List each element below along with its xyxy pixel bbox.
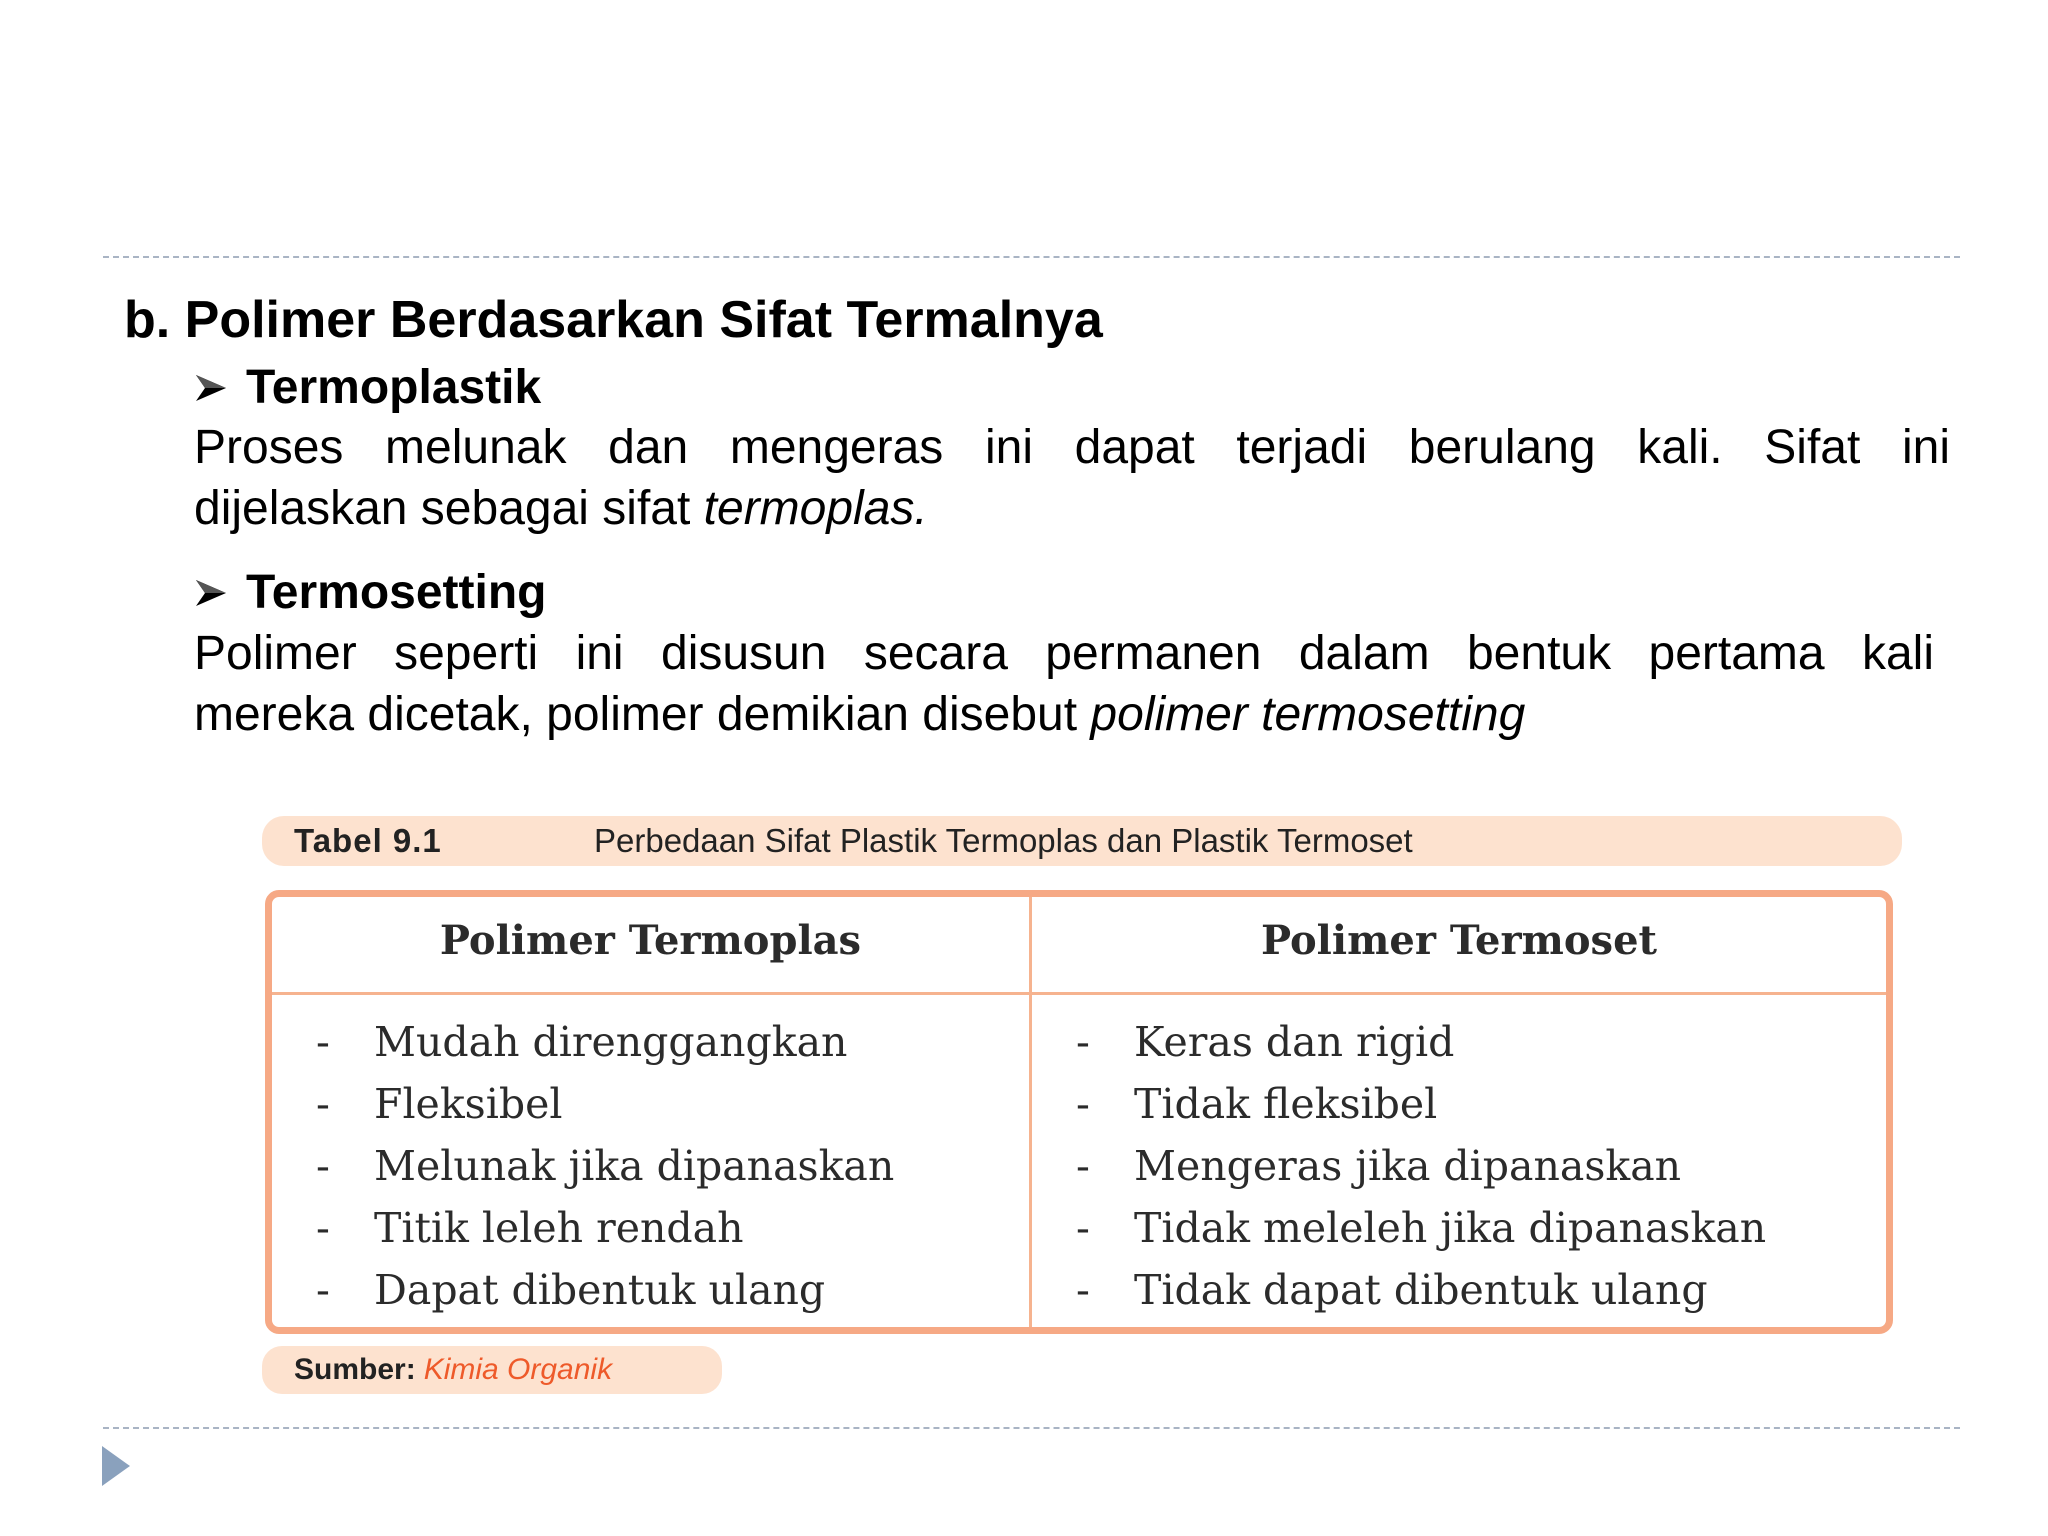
column-header-termoset: Polimer Termoset <box>1261 917 1657 964</box>
subheading-termosetting <box>194 565 546 620</box>
list-item-text: Fleksibel <box>374 1080 563 1128</box>
paragraph-text: dijelaskan sebagai sifat <box>194 482 704 535</box>
subheading-label: Termosetting <box>246 566 547 619</box>
column-header-termoplas: Polimer Termoplas <box>439 917 862 964</box>
list-item <box>1032 1135 1766 1197</box>
dash-bullet: - <box>316 1142 330 1190</box>
paragraph-termosetting <box>194 623 1934 745</box>
dash-bullet: - <box>1076 1142 1090 1190</box>
list-item <box>1032 1259 1766 1321</box>
list-item <box>272 1259 894 1321</box>
paragraph-line <box>194 478 1950 539</box>
dash-bullet: - <box>1076 1266 1090 1314</box>
list-item-text: Tidak fleksibel <box>1134 1080 1438 1128</box>
list-item-text: Mengeras jika dipanaskan <box>1134 1142 1682 1190</box>
paragraph-text: mereka dicetak, polimer demikian disebut <box>194 688 1091 741</box>
list-item-text: Melunak jika dipanaskan <box>374 1142 895 1190</box>
bottom-dashed-divider <box>103 1427 1960 1429</box>
termoplas-properties-list <box>272 1011 894 1321</box>
list-item-text: Tidak dapat dibentuk ulang <box>1134 1266 1708 1314</box>
list-item <box>1032 1011 1766 1073</box>
table-number: Tabel 9.1 <box>294 822 442 859</box>
dash-bullet: - <box>1076 1018 1090 1066</box>
arrow-bullet-icon <box>194 371 228 405</box>
paragraph-termoplastik <box>194 417 1950 539</box>
paragraph-line: Proses melunak dan mengeras ini dapat terjadi berulang kali. Sifat ini <box>194 421 1950 474</box>
subheading-label: Termoplastik <box>246 361 542 414</box>
italic-term: termoplas. <box>703 482 928 535</box>
termoset-properties-list <box>1032 1011 1766 1321</box>
list-item <box>1032 1197 1766 1259</box>
table-caption <box>262 816 1902 866</box>
list-item-text: Tidak meleleh jika dipanaskan <box>1134 1204 1767 1252</box>
section-heading: b. Polimer Berdasarkan Sifat Termalnya <box>124 291 1103 349</box>
source-label: Sumber: <box>294 1353 416 1386</box>
paragraph-line: Polimer seperti ini disusun secara permanen dalam bentuk pertama kali <box>194 627 1934 680</box>
dash-bullet: - <box>316 1204 330 1252</box>
next-slide-triangle-icon[interactable] <box>100 1444 132 1488</box>
paragraph-line <box>194 684 1934 745</box>
arrow-bullet-icon <box>194 576 228 610</box>
subheading-termoplastik <box>194 360 541 415</box>
list-item-text: Dapat dibentuk ulang <box>374 1266 826 1314</box>
dash-bullet: - <box>316 1018 330 1066</box>
comparison-table <box>265 890 1893 1334</box>
dash-bullet: - <box>316 1080 330 1128</box>
italic-term: polimer termosetting <box>1090 688 1526 741</box>
list-item <box>272 1197 894 1259</box>
list-item-text: Mudah direnggangkan <box>374 1018 848 1066</box>
dash-bullet: - <box>1076 1204 1090 1252</box>
list-item-text: Titik leleh rendah <box>374 1204 744 1252</box>
list-item <box>272 1135 894 1197</box>
dash-bullet: - <box>316 1266 330 1314</box>
table-title: Perbedaan Sifat Plastik Termoplas dan Plastik Termoset <box>594 822 1413 859</box>
top-dashed-divider <box>103 256 1960 258</box>
header-divider <box>272 992 1886 995</box>
list-item-text: Keras dan rigid <box>1134 1018 1455 1066</box>
dash-bullet: - <box>1076 1080 1090 1128</box>
list-item <box>272 1073 894 1135</box>
table-source <box>262 1346 722 1394</box>
source-value: Kimia Organik <box>423 1353 613 1386</box>
list-item <box>272 1011 894 1073</box>
list-item <box>1032 1073 1766 1135</box>
